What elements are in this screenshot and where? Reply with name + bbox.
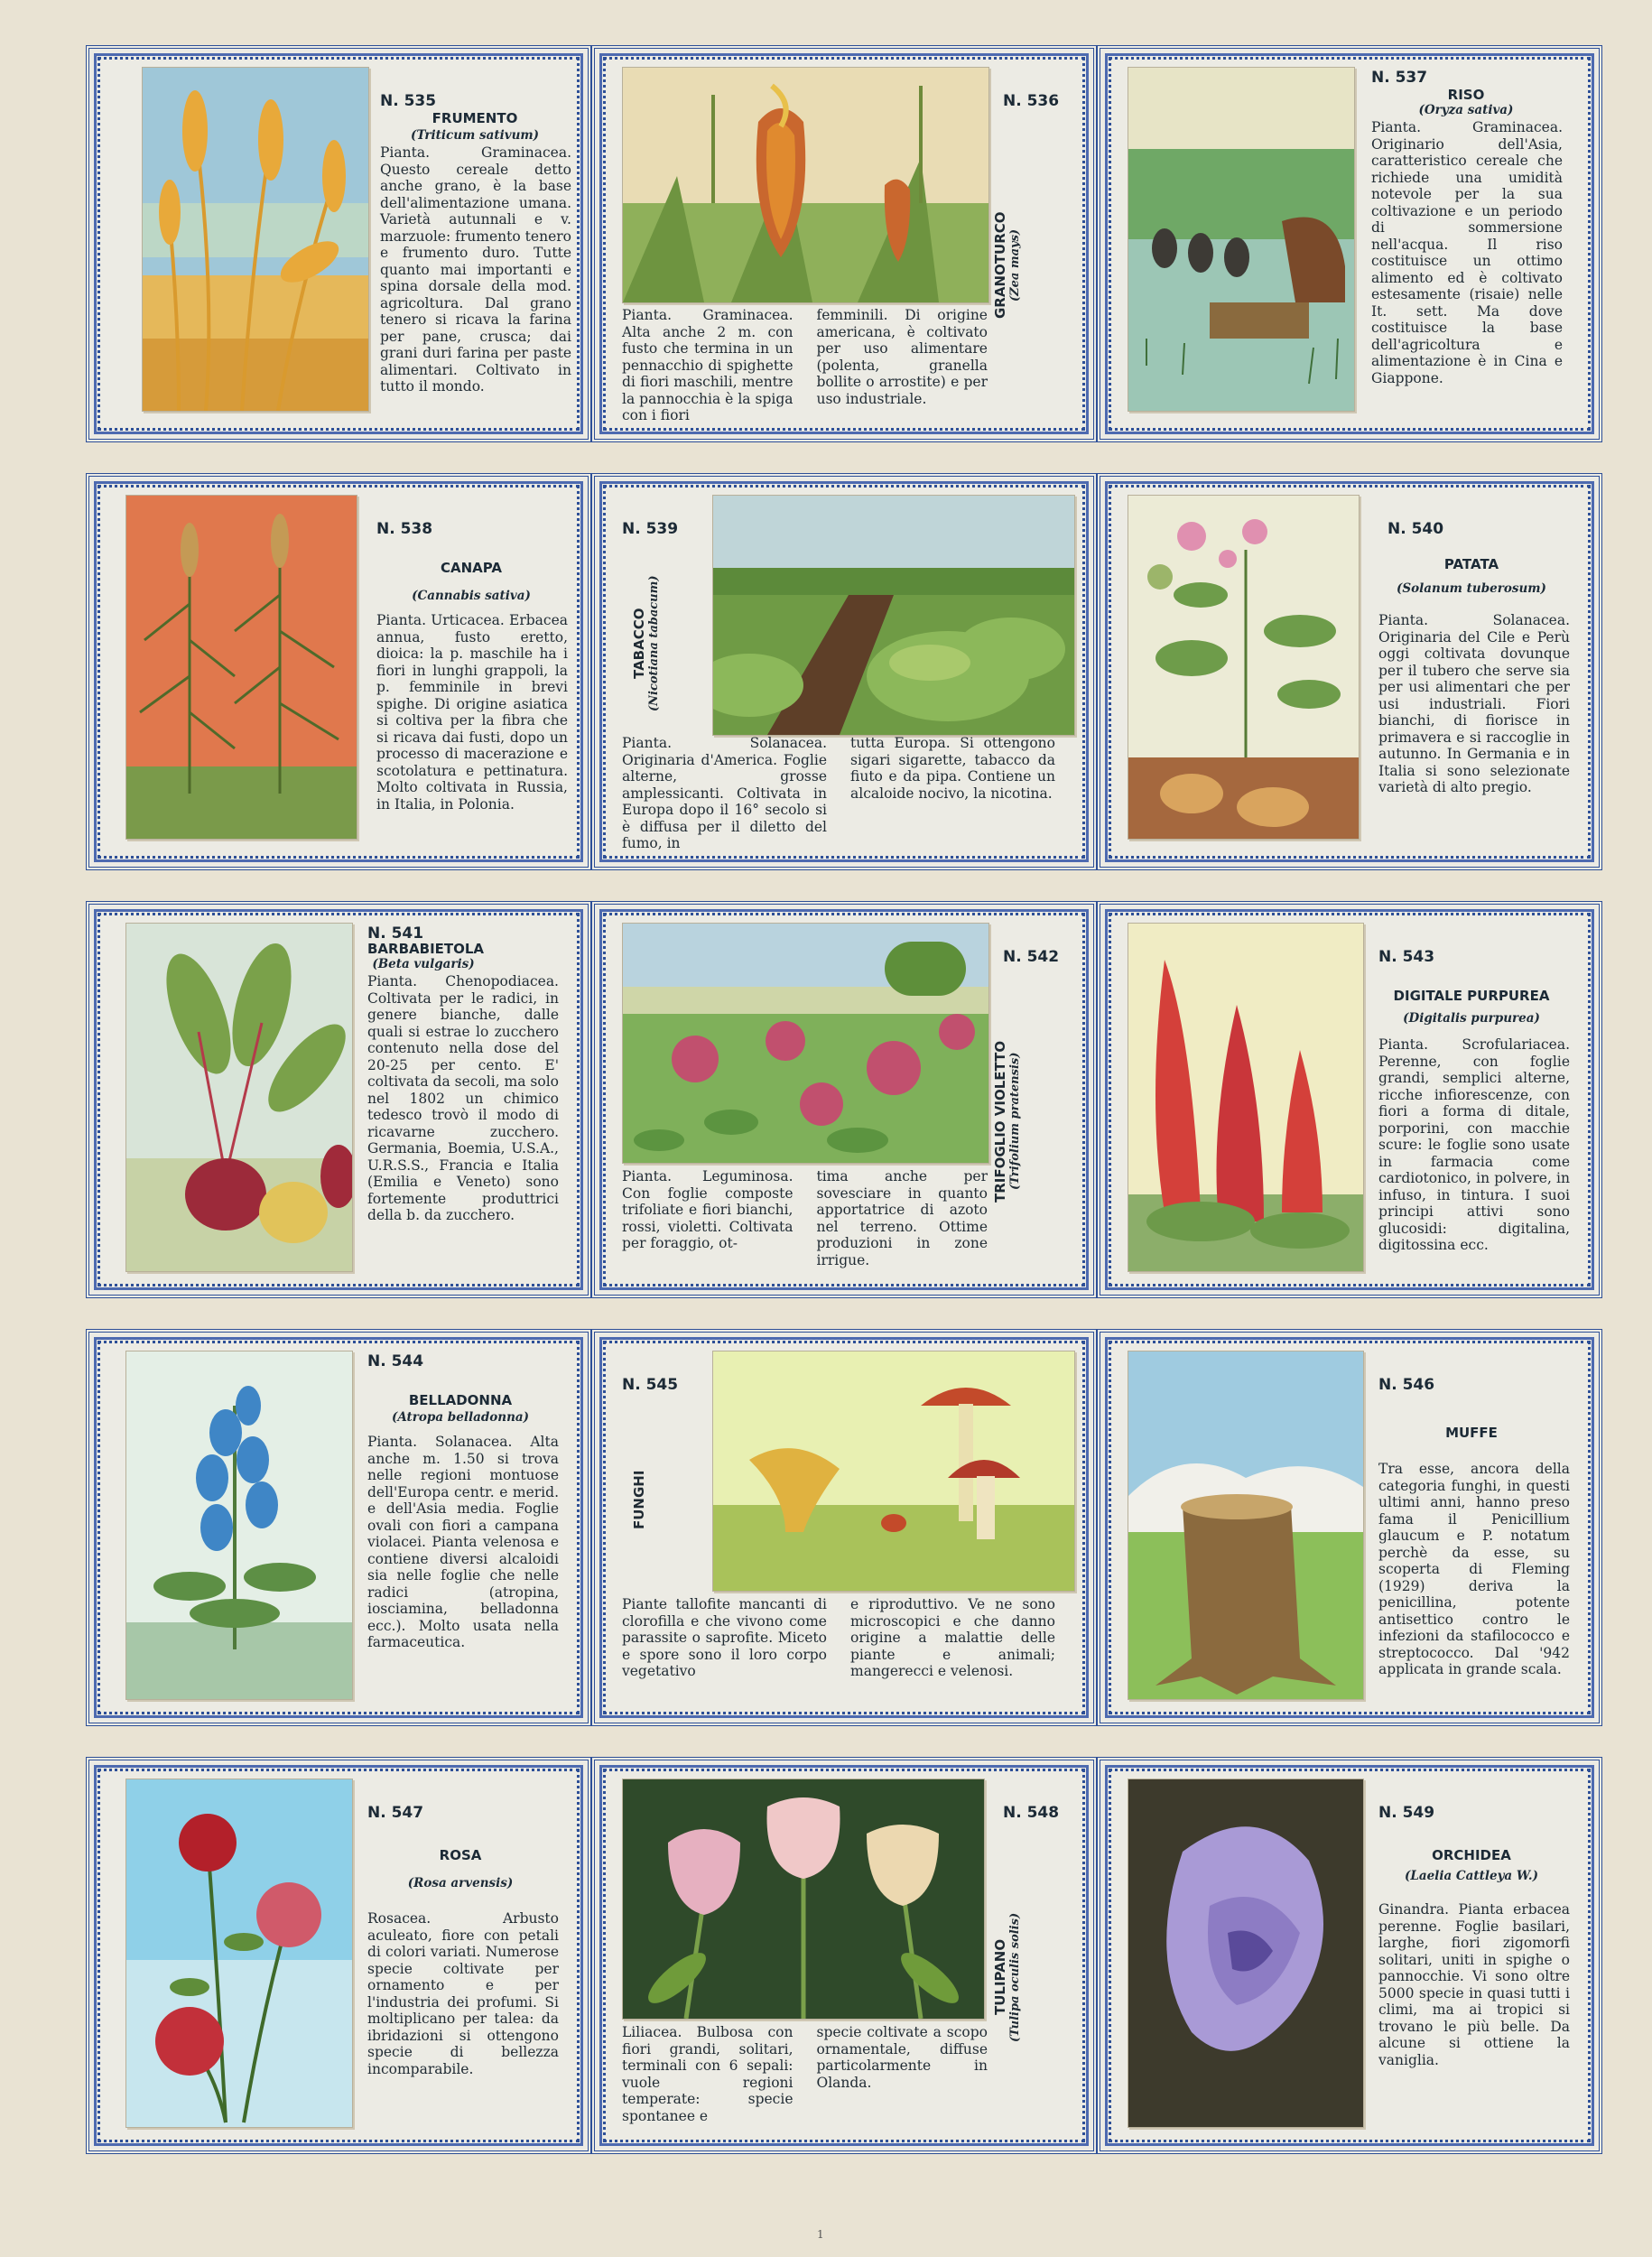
card-scientific-name: (Laelia Cattleya W.)	[1404, 1869, 1539, 1883]
card-number: N. 540	[1387, 520, 1444, 538]
tulipano-picture	[622, 1779, 985, 2020]
card-scientific-name: (Trifolium pratensis)	[1008, 1052, 1022, 1191]
tabacco-side-label	[631, 549, 694, 738]
tabacco-picture	[712, 495, 1075, 736]
page-mark: 1	[817, 2228, 824, 2241]
card-description-part-b: tima anche per sovesciare in quanto apportatrice di azoto nel terreno. Ottime produzioni in zone irrigue.	[816, 1168, 988, 1268]
card-description-part-a: Liliacea. Bulbosa con fiori grandi, solitari, terminali con 6 sepali: vuole regioni temperate: specie spontanee e	[622, 2024, 794, 2124]
riso-picture	[1128, 67, 1355, 412]
rosa-picture	[125, 1779, 353, 2128]
card-title: GRANOTURCO	[992, 211, 1008, 320]
card-title: TULIPANO	[992, 1938, 1008, 2016]
card-description: Pianta. Urticacea. Erbacea annua, fusto eretto, dioica: la p. maschile ha i fiori in lunghi grappoli, la p. femminile in brevi spighe. Di origine asiatica si coltiva per la fibra che si ricava dai fusti, dopo un processo di macerazione e scotolatura e pettinatura. Molto coltivata in Russia, in Italia, in Polonia.	[376, 612, 568, 813]
card-title: FRUMENTO	[432, 110, 518, 126]
card-tabacco	[591, 473, 1097, 870]
card-description-part-b: specie coltivate a scopo ornamentale, diffuse particolarmente in Olanda.	[816, 2024, 988, 2091]
card-description	[622, 2024, 988, 2124]
card-description-part-a: Pianta. Solanacea. Originaria d'America. Foglie alterne, grosse amplessicanti. Coltivata in Europa dopo il 16° secolo si è diffusa per il diletto del fumo, in	[622, 735, 827, 851]
card-title: FUNGHI	[631, 1470, 647, 1529]
card-number: N. 546	[1378, 1376, 1435, 1394]
card-description: Ginandra. Pianta erbacea perenne. Foglie basilari, larghe, fiori zigomorfi solitari, uniti in spighe o pannocchie. Vi sono oltre 5000 specie in quasi tutti i climi, ma ai tropici si trovano le più belle. Da alcune si ottiene la vaniglia.	[1378, 1901, 1570, 2068]
trifoglio-side-label	[992, 977, 1064, 1266]
card-number: N. 536	[1003, 92, 1060, 110]
card-description: Pianta. Chenopodiacea. Coltivata per le radici, in genere bianche, dalle quali si estrae lo zucchero contenuto nella dose del 20-25 per cento. E' coltivata da secoli, ma solo nel 1802 un chimico tedesco trovò il modo di ricavarne zucchero. Germania, Boemia, U.S.A., U.R.S.S., Francia e Italia (Emilia e Veneto) sono fortemente produttrici della b. da zucchero.	[367, 973, 559, 1223]
trifoglio-picture	[622, 923, 989, 1164]
card-number: N. 547	[367, 1804, 424, 1822]
card-scientific-name: (Tulipa oculis solis)	[1008, 1912, 1022, 2042]
card-scientific-name: (Zea mays)	[1008, 228, 1022, 302]
card-description	[622, 307, 988, 424]
card-digitale	[1097, 901, 1602, 1298]
card-number: N. 539	[622, 520, 679, 538]
card-description: Pianta. Graminacea. Originario dell'Asia, caratteristico cereale che richiede una umidità notevole per la sua coltivazione e un periodo di sommersione nell'acqua. Il riso costituisce un ottimo alimento ed è coltivato estesamente (risaie) nelle It. sett. Ma dove costituisce la base dell'agricoltura e alimentazione è in Cina e Giappone.	[1371, 119, 1563, 386]
card-description: Rosacea. Arbusto aculeato, fiore con petali di colori variati. Numerose specie coltivate per ornamento e per l'industria dei profumi. Si moltiplicano per talea: da ibridazioni si ottengono specie di bellezza incomparabile.	[367, 1910, 559, 2077]
card-barbabietola	[86, 901, 591, 1298]
granoturco-picture	[622, 67, 989, 303]
card-rosa	[86, 1757, 591, 2154]
card-scientific-name: (Nicotiana tabacum)	[647, 575, 661, 712]
granoturco-side-label	[992, 130, 1064, 401]
card-description-part-a: Pianta. Leguminosa. Con foglie composte trifoliate e fiori bianchi, rossi, violetti. Coltivata per foraggio, ot-	[622, 1168, 794, 1251]
card-orchidea	[1097, 1757, 1602, 2154]
card-description-part-a: Pianta. Graminacea. Alta anche 2 m. con fusto che termina in un pennacchio di spighette di fiori maschili, mentre la pannocchia è la spiga con i fiori	[622, 307, 794, 423]
card-number: N. 537	[1371, 69, 1428, 87]
card-title: PATATA	[1443, 556, 1499, 572]
card-scientific-name: (Beta vulgaris)	[372, 957, 475, 971]
card-description-part-b: e riproduttivo. Ve ne sono microscopici e che danno origine a malattie delle piante e animali; mangerecci e velenosi.	[850, 1596, 1055, 1679]
card-number: N. 548	[1003, 1804, 1060, 1822]
patata-picture	[1128, 495, 1360, 840]
funghi-picture	[712, 1351, 1075, 1592]
card-description: Pianta. Graminacea. Questo cereale detto anche grano, è la base dell'alimentazione umana. Varietà autunnali e v. marzuole: frumento tenero e frumento duro. Tutte quanto mai importanti e spina dorsale della mod. agricoltura. Dal grano tenero si ricava la farina per pane, crusca; dai grani duri farina per paste alimentari. Coltivato in tutto il mondo.	[380, 144, 571, 395]
card-title: BARBABIETOLA	[367, 941, 485, 957]
card-number: N. 545	[622, 1376, 679, 1394]
card-title: TRIFOGLIO VIOLETTO	[992, 1040, 1008, 1203]
card-title: ROSA	[439, 1847, 482, 1863]
card-patata	[1097, 473, 1602, 870]
card-frumento	[86, 45, 591, 442]
card-scientific-name: (Triticum sativum)	[410, 128, 540, 143]
card-funghi	[591, 1329, 1097, 1726]
card-description-part-b: femminili. Di origine americana, è coltivato per uso alimentare (polenta, granella bollite o arrostite) e per uso industriale.	[816, 307, 988, 407]
card-granoturco	[591, 45, 1097, 442]
barbabietola-picture	[125, 923, 353, 1272]
card-title: DIGITALE PURPUREA	[1393, 988, 1550, 1004]
canapa-picture	[125, 495, 357, 840]
card-number: N. 535	[380, 92, 437, 110]
card-tulipano	[591, 1757, 1097, 2154]
card-belladonna	[86, 1329, 591, 1726]
card-description-part-a: Piante tallofite mancanti di clorofilla e che vivono come parassite o saprofite. Miceto e spore sono il loro corpo vegetativo	[622, 1596, 827, 1679]
card-description	[622, 1168, 988, 1268]
card-scientific-name: (Cannabis sativa)	[412, 589, 531, 603]
album-page	[86, 45, 1602, 2194]
tulipano-side-label	[992, 1833, 1064, 2122]
card-title: MUFFE	[1445, 1425, 1498, 1441]
card-title: CANAPA	[440, 560, 502, 576]
card-trifoglio	[591, 901, 1097, 1298]
card-scientific-name: (Rosa arvensis)	[407, 1876, 514, 1890]
card-scientific-name: (Digitalis purpurea)	[1403, 1011, 1540, 1026]
card-description: Pianta. Solanacea. Originaria del Cile e Perù oggi coltivata dovunque per il tubero che serve sia per usi alimentari che per usi industriali. Fiori bianchi, di fiorisce in primavera e si raccoglie in autunno. In Germania e in Italia si sono selezionate varietà di alto pregio.	[1378, 612, 1570, 795]
card-number: N. 538	[376, 520, 433, 538]
card-scientific-name: (Oryza sativa)	[1418, 103, 1514, 117]
card-description	[622, 1596, 1055, 1680]
card-title: ORCHIDEA	[1432, 1847, 1511, 1863]
card-description: Pianta. Scrofulariacea. Perenne, con foglie grandi, semplici alterne, ricche infiorescenze, con fiori a forma di ditale, porporini, con macchie scure: le foglie sono usate in farmacia come cardiotonico, in polvere, in infuso, in tintura. I suoi principi attivi sono glucosidi: digitalina, digitossina ecc.	[1378, 1036, 1570, 1253]
card-canapa	[86, 473, 591, 870]
card-description: Tra esse, ancora della categoria funghi, in questi ultimi anni, hanno preso fama il Penicillium glaucum e P. notatum perchè da esse, su scoperta di Fleming (1929) deriva la penicillina, potente antisettico contro le infezioni da stafilococco e streptococco. Dal '942 applicata in grande scala.	[1378, 1461, 1570, 1677]
card-number: N. 541	[367, 924, 424, 943]
frumento-picture	[142, 67, 369, 412]
card-number: N. 542	[1003, 948, 1060, 966]
digitale-picture	[1128, 923, 1364, 1272]
belladonna-picture	[125, 1351, 353, 1700]
card-number: N. 543	[1378, 948, 1435, 966]
card-title: BELLADONNA	[408, 1392, 513, 1408]
card-scientific-name: (Solanum tuberosum)	[1397, 581, 1546, 596]
funghi-side-label	[631, 1405, 694, 1594]
orchidea-picture	[1128, 1779, 1364, 2128]
card-number: N. 549	[1378, 1804, 1435, 1822]
card-number: N. 544	[367, 1352, 424, 1370]
muffe-picture	[1128, 1351, 1364, 1700]
card-title: TABACCO	[631, 608, 647, 680]
card-scientific-name: (Atropa belladonna)	[391, 1410, 530, 1425]
card-muffe	[1097, 1329, 1602, 1726]
card-description: Pianta. Solanacea. Alta anche m. 1.50 si trova nelle regioni montuose dell'Europa centr. e merid. e dell'Asia media. Foglie ovali con fiori a campana violacei. Pianta velenosa e contiene diversi alcaloidi sia nelle foglie che nelle radici (atropina, iosciamina, belladonna ecc.). Molto usata nella farmaceutica.	[367, 1434, 559, 1650]
card-description-part-b: tutta Europa. Si ottengono sigari sigarette, tabacco da fiuto e da pipa. Contiene un alcaloide nocivo, la nicotina.	[850, 735, 1055, 802]
card-title: RISO	[1447, 87, 1485, 103]
card-description	[622, 735, 1055, 852]
card-riso	[1097, 45, 1602, 442]
